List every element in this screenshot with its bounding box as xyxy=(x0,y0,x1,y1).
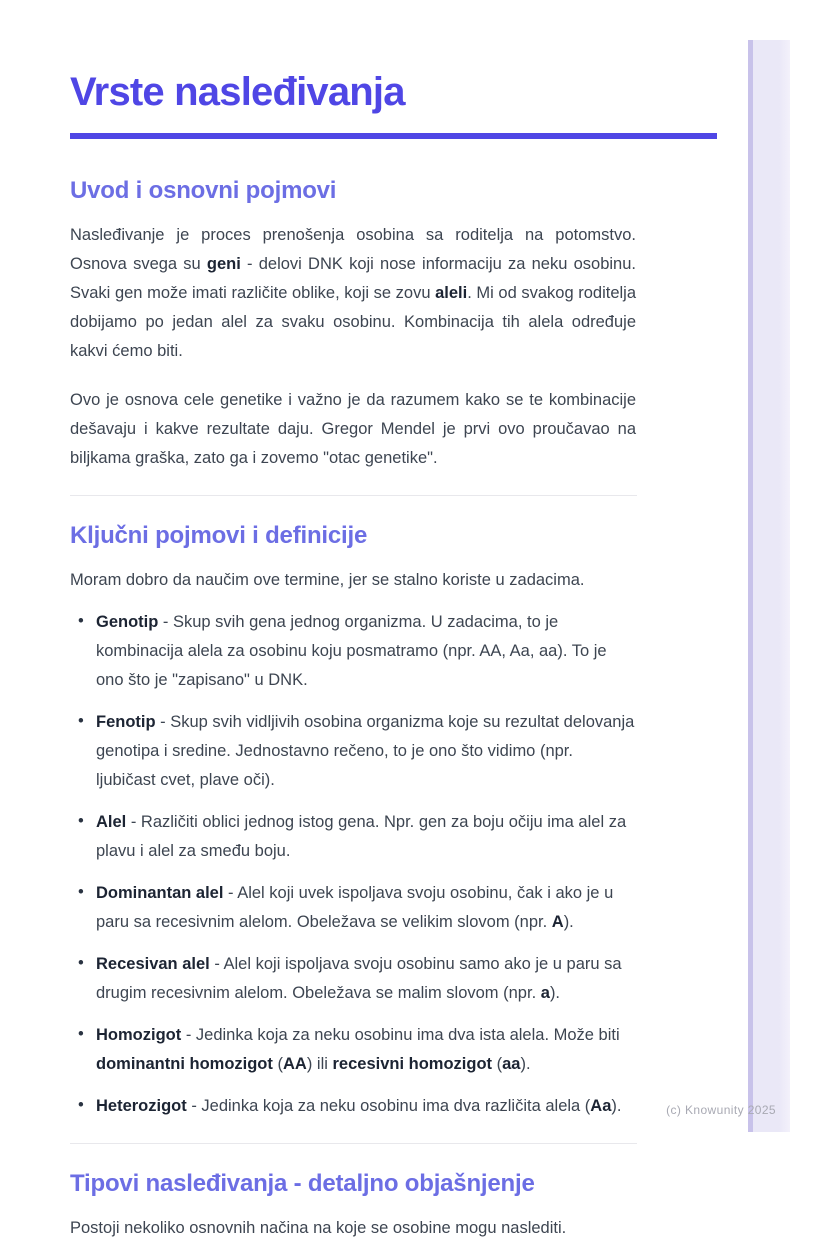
text-segment: ( xyxy=(272,1054,283,1073)
bold-term: Dominantan alel xyxy=(96,883,224,902)
page-title: Vrste nasleđivanja xyxy=(70,70,405,114)
paragraph xyxy=(70,221,636,366)
bold-term: Recesivan alel xyxy=(96,954,210,973)
text-segment: - Alel koji uvek ispoljava svoju osobinu, čak i ako je u paru sa recesivnim alelom. Obeležava se velikim slovom (npr. xyxy=(96,883,614,931)
text-segment: . Mi od svakog roditelja dobijamo po jedan alel za svaku osobinu. Kombinacija tih alela određuje kakvi ćemo biti. xyxy=(70,283,636,360)
bold-term: aa xyxy=(502,1054,521,1073)
section-heading: Ključni pojmovi i definicije xyxy=(70,521,368,549)
text-segment: - Jedinka koja za neku osobinu ima dva različita alela ( xyxy=(186,1096,591,1115)
bold-term: a xyxy=(540,983,550,1002)
text-segment: ). xyxy=(549,983,561,1002)
bold-term: Homozigot xyxy=(96,1025,182,1044)
paragraph xyxy=(70,1214,636,1243)
text-segment: ). xyxy=(611,1096,622,1115)
text-segment: - Alel koji ispoljava svoju osobinu samo ako je u paru sa drugim recesivnim alelom. Obeležava se malim slovom (npr. xyxy=(96,954,622,1002)
bold-term: Genotip xyxy=(96,612,159,631)
bold-term: dominantni homozigot xyxy=(96,1054,273,1073)
list-item xyxy=(96,808,636,866)
bold-term: aleli xyxy=(435,283,468,302)
text-segment: Moram dobro da naučim ove termine, jer se stalno koriste u zadacima. xyxy=(70,570,585,589)
list-item xyxy=(96,1021,636,1079)
bold-term: Fenotip xyxy=(96,712,156,731)
text-segment: ). xyxy=(520,1054,531,1073)
text-segment: - Jedinka koja za neku osobinu ima dva ista alela. Može biti xyxy=(181,1025,620,1044)
page-margin-strip xyxy=(748,40,790,1132)
list-item xyxy=(96,950,636,1008)
definition-list xyxy=(70,608,636,1121)
text-segment: ( xyxy=(492,1054,503,1073)
list-item xyxy=(96,608,636,695)
bold-term: Heterozigot xyxy=(96,1096,187,1115)
copyright-footer: (c) Knowunity 2025 xyxy=(666,1103,776,1117)
text-segment: Postoji nekoliko osnovnih načina na koje se osobine mogu naslediti. xyxy=(70,1218,567,1237)
list-item xyxy=(96,879,636,937)
bold-term: A xyxy=(551,912,564,931)
section-heading: Tipovi nasleđivanja - detaljno objašnjenje xyxy=(70,1169,535,1197)
bold-term: AA xyxy=(282,1054,307,1073)
section-heading: Uvod i osnovni pojmovi xyxy=(70,176,337,204)
list-item xyxy=(96,708,636,795)
text-segment: - delovi DNK koji nose informaciju za neku osobinu. Svaki gen može imati različite oblike, koji se zovu xyxy=(70,254,636,302)
title-underline xyxy=(70,133,717,139)
section-divider xyxy=(70,495,637,496)
bold-term: recesivni homozigot xyxy=(332,1054,493,1073)
text-segment: Ovo je osnova cele genetike i važno je da razumem kako se te kombinacije dešavaju i kakve rezultate daju. Gregor Mendel je prvi ovo proučavao na biljkama graška, zato ga i zovemo "otac genetike". xyxy=(70,390,636,467)
paragraph xyxy=(70,566,636,595)
text-segment: ). xyxy=(563,912,574,931)
section-divider xyxy=(70,1143,637,1144)
text-segment: - Skup svih vidljivih osobina organizma koje su rezultat delovanja genotipa i sredine. Jednostavno rečeno, to je ono što vidimo (npr. ljubičast cvet, plave oči). xyxy=(96,712,635,789)
bold-term: Aa xyxy=(590,1096,612,1115)
bold-term: geni xyxy=(206,254,241,273)
text-segment: Nasleđivanje je proces prenošenja osobina sa roditelja na potomstvo. Osnova svega su xyxy=(70,225,636,273)
text-segment: ) ili xyxy=(306,1054,333,1073)
document-content xyxy=(70,70,718,1243)
paragraph xyxy=(70,386,636,473)
sections-container xyxy=(70,177,718,1243)
list-item xyxy=(96,1092,636,1121)
bold-term: Alel xyxy=(96,812,127,831)
text-segment: - Skup svih gena jednog organizma. U zadacima, to je kombinacija alela za osobinu koju posmatramo (npr. AA, Aa, aa). To je ono što je "zapisano" u DNK. xyxy=(96,612,607,689)
text-segment: - Različiti oblici jednog istog gena. Npr. gen za boju očiju ima alel za plavu i alel za smeđu boju. xyxy=(96,812,627,860)
